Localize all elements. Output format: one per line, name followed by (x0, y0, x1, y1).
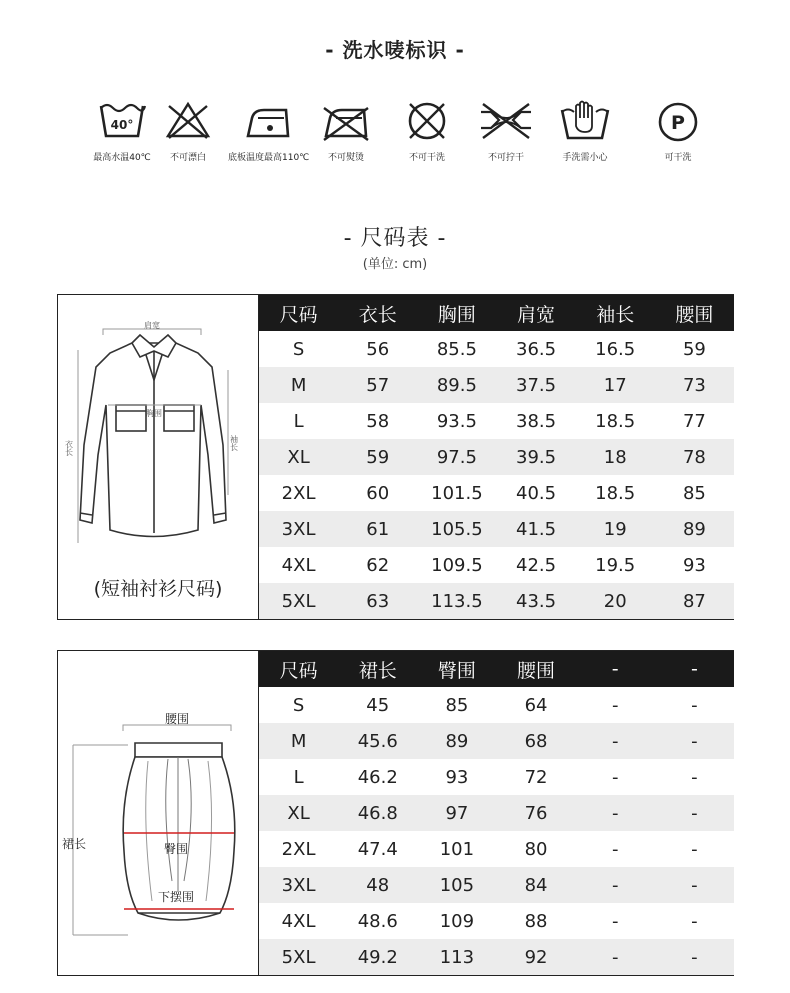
table-header-row (259, 651, 734, 687)
cell: S (259, 331, 338, 367)
header-shoulder: 肩宽 (496, 295, 575, 331)
care-label: 不可熨烫 (327, 153, 364, 163)
header-waist: 腰围 (496, 651, 575, 687)
cell: 39.5 (496, 439, 575, 475)
shirt-caption: (短袖衬衫尺码) (93, 578, 223, 600)
header-size: 尺码 (259, 295, 338, 331)
skirt-size-panel (57, 650, 734, 976)
skirt-diagram (58, 651, 258, 975)
cell: 89 (655, 511, 734, 547)
no-bleach-icon (163, 98, 213, 142)
cell: 20 (576, 583, 655, 619)
skirt-size-table (259, 651, 734, 975)
cell: 78 (655, 439, 734, 475)
cell: 101 (417, 831, 496, 867)
wash-40-icon (97, 98, 147, 142)
waist-label: 腰围 (164, 712, 190, 726)
care-label: 底板温度最高110℃ (228, 153, 310, 163)
cell: 109 (417, 903, 496, 939)
skirt-length-label: 裙长 (62, 837, 87, 851)
care-title: - 洗水唛标识 - (325, 38, 465, 62)
cell: 60 (338, 475, 417, 511)
chest-label: 胸围 (146, 409, 162, 418)
header-sleeve: 袖长 (576, 295, 655, 331)
table-row (259, 687, 734, 723)
cell: 76 (496, 795, 575, 831)
care-item-dry-clean (638, 98, 718, 163)
cell: - (655, 759, 734, 795)
table-row (259, 759, 734, 795)
length-label: 衣长 (64, 440, 74, 456)
table-row (259, 583, 734, 619)
cell: 3XL (259, 867, 338, 903)
cell: 93 (417, 759, 496, 795)
iron-110-icon (240, 98, 296, 142)
dry-clean-letter: P (671, 112, 685, 134)
cell: - (655, 867, 734, 903)
table-row (259, 903, 734, 939)
shirt-size-panel (57, 294, 734, 620)
no-dry-clean-icon (402, 98, 452, 142)
shoulder-label: 肩宽 (144, 321, 160, 330)
cell: 18.5 (576, 475, 655, 511)
hand-wash-icon (558, 98, 612, 142)
table-row (259, 403, 734, 439)
cell: - (576, 687, 655, 723)
cell: 113.5 (417, 583, 496, 619)
cell: 5XL (259, 583, 338, 619)
cell: 93 (655, 547, 734, 583)
care-symbols-row (82, 98, 722, 170)
cell: 97.5 (417, 439, 496, 475)
cell: 59 (655, 331, 734, 367)
cell: - (576, 723, 655, 759)
cell: - (655, 831, 734, 867)
cell: - (655, 939, 734, 975)
cell: 19 (576, 511, 655, 547)
care-label: 最高水温40℃ (93, 153, 151, 163)
cell: 18 (576, 439, 655, 475)
care-label: 手洗需小心 (562, 153, 608, 163)
cell: 85.5 (417, 331, 496, 367)
cell: 63 (338, 583, 417, 619)
table-row (259, 867, 734, 903)
cell: - (576, 759, 655, 795)
care-item-hand-wash (545, 98, 625, 163)
cell: - (655, 687, 734, 723)
cell: 16.5 (576, 331, 655, 367)
header-empty: - (655, 651, 734, 687)
cell: 3XL (259, 511, 338, 547)
table-row (259, 511, 734, 547)
care-item-no-wring (466, 98, 546, 163)
cell: 89.5 (417, 367, 496, 403)
cell: - (576, 939, 655, 975)
cell: 4XL (259, 547, 338, 583)
care-item-no-iron (306, 98, 386, 163)
unit-label: (单位: cm) (362, 257, 428, 272)
cell: 85 (655, 475, 734, 511)
cell: M (259, 723, 338, 759)
cell: 18.5 (576, 403, 655, 439)
header-empty: - (576, 651, 655, 687)
cell: - (576, 903, 655, 939)
header-skirt-length: 裙长 (338, 651, 417, 687)
no-iron-icon (318, 98, 374, 142)
table-row (259, 331, 734, 367)
cell: 42.5 (496, 547, 575, 583)
cell: 68 (496, 723, 575, 759)
cell: 105 (417, 867, 496, 903)
header-chest: 胸围 (417, 295, 496, 331)
cell: 109.5 (417, 547, 496, 583)
shirt-illustration (58, 295, 259, 619)
dry-clean-p-icon (656, 98, 700, 142)
cell: 88 (496, 903, 575, 939)
header-length: 衣长 (338, 295, 417, 331)
table-row (259, 831, 734, 867)
cell: - (655, 795, 734, 831)
cell: - (655, 723, 734, 759)
cell: 73 (655, 367, 734, 403)
table-row (259, 439, 734, 475)
table-row (259, 939, 734, 975)
cell: 61 (338, 511, 417, 547)
wash-temp-text: 40° (110, 118, 134, 132)
cell: 59 (338, 439, 417, 475)
cell: 64 (496, 687, 575, 723)
cell: XL (259, 439, 338, 475)
cell: 113 (417, 939, 496, 975)
care-item-iron (228, 98, 308, 163)
cell: 19.5 (576, 547, 655, 583)
care-label: 不可干洗 (408, 153, 445, 163)
cell: 93.5 (417, 403, 496, 439)
header-waist: 腰围 (655, 295, 734, 331)
cell: 47.4 (338, 831, 417, 867)
cell: 17 (576, 367, 655, 403)
cell: XL (259, 795, 338, 831)
cell: 92 (496, 939, 575, 975)
shirt-size-table (259, 295, 734, 619)
cell: 87 (655, 583, 734, 619)
cell: L (259, 759, 338, 795)
care-label: 可干洗 (664, 153, 692, 163)
cell: 97 (417, 795, 496, 831)
cell: 56 (338, 331, 417, 367)
care-label: 不可漂白 (169, 153, 206, 163)
table-header-row (259, 295, 734, 331)
cell: - (576, 867, 655, 903)
cell: 85 (417, 687, 496, 723)
cell: 84 (496, 867, 575, 903)
cell: 49.2 (338, 939, 417, 975)
care-label: 不可拧干 (487, 153, 524, 163)
table-row (259, 795, 734, 831)
cell: 2XL (259, 475, 338, 511)
header-size: 尺码 (259, 651, 338, 687)
cell: 41.5 (496, 511, 575, 547)
cell: 40.5 (496, 475, 575, 511)
cell: 5XL (259, 939, 338, 975)
cell: 45 (338, 687, 417, 723)
cell: - (655, 903, 734, 939)
no-wring-icon (477, 98, 535, 142)
hem-label: 下摆围 (157, 890, 195, 904)
cell: 58 (338, 403, 417, 439)
cell: 105.5 (417, 511, 496, 547)
cell: M (259, 367, 338, 403)
cell: 48 (338, 867, 417, 903)
cell: S (259, 687, 338, 723)
hip-label: 臀围 (163, 842, 189, 856)
skirt-illustration (58, 651, 259, 975)
cell: 43.5 (496, 583, 575, 619)
table-row (259, 723, 734, 759)
care-item-bleach (148, 98, 228, 163)
cell: 77 (655, 403, 734, 439)
cell: 45.6 (338, 723, 417, 759)
cell: L (259, 403, 338, 439)
cell: 80 (496, 831, 575, 867)
shirt-diagram (58, 295, 258, 565)
care-item-no-dry-clean (387, 98, 467, 163)
cell: 2XL (259, 831, 338, 867)
cell: 36.5 (496, 331, 575, 367)
cell: 62 (338, 547, 417, 583)
table-row (259, 367, 734, 403)
cell: 38.5 (496, 403, 575, 439)
size-chart-title: - 尺码表 - (343, 226, 447, 251)
cell: 101.5 (417, 475, 496, 511)
table-row (259, 547, 734, 583)
table-row (259, 475, 734, 511)
header-hip: 臀围 (417, 651, 496, 687)
cell: - (576, 795, 655, 831)
cell: - (576, 831, 655, 867)
cell: 37.5 (496, 367, 575, 403)
cell: 46.2 (338, 759, 417, 795)
cell: 4XL (259, 903, 338, 939)
cell: 46.8 (338, 795, 417, 831)
cell: 89 (417, 723, 496, 759)
sleeve-label: 袖长 (229, 435, 239, 451)
cell: 57 (338, 367, 417, 403)
cell: 48.6 (338, 903, 417, 939)
cell: 72 (496, 759, 575, 795)
